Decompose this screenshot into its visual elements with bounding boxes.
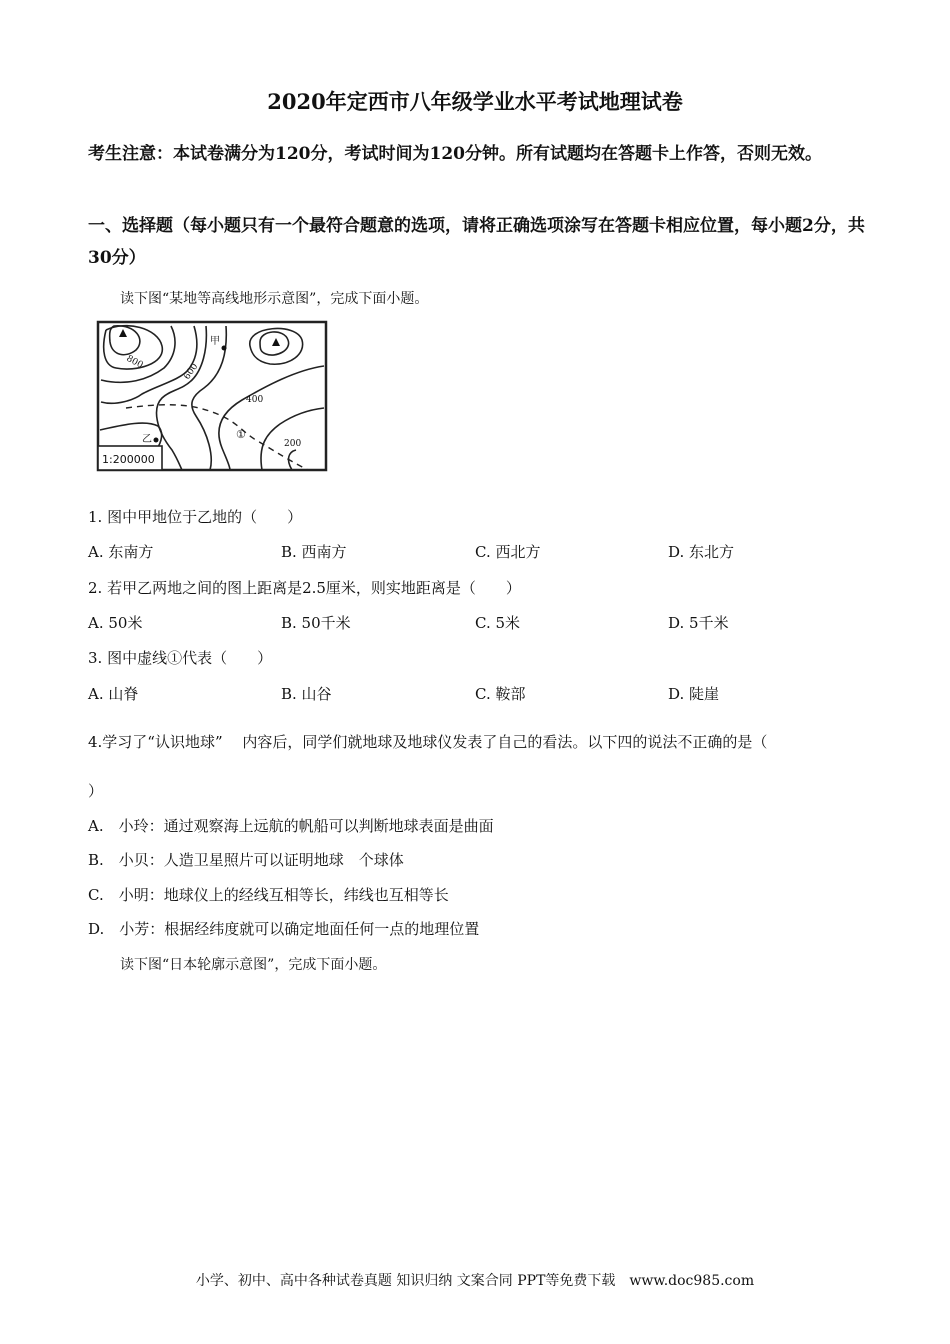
q4-option-a: A. 小玲：通过观察海上远航的帆船可以判断地球表面是曲面 [88,817,494,835]
map-scale: 1:200000 [102,453,155,466]
label-yi: 乙 [142,434,152,445]
question-4-stem-line2: ） [88,782,104,800]
intro-japan-map: 读下图“日本轮廓示意图”，完成下面小题。 [120,957,387,973]
q3-option-b: B. 山谷 [281,685,332,703]
label-one: ① [236,428,246,441]
point-jia-dot [222,346,227,351]
q2-option-c: C. 5米 [475,614,521,632]
contour-label-800: 800 [124,353,145,371]
contour-label-400: 400 [246,395,264,405]
q1-option-a: A. 东南方 [88,543,154,561]
intro-contour-map: 读下图“某地等高线地形示意图”，完成下面小题。 [120,291,429,307]
q1-option-b: B. 西南方 [281,543,347,561]
q1-option-c: C. 西北方 [475,543,541,561]
contour-label-600: 600 [182,361,201,382]
section-heading: 一、选择题（每小题只有一个最符合题意的选项，请将正确选项涂写在答题卡相应位置，每小题2分，共30分） [88,216,865,268]
q2-option-d: D. 5千米 [668,614,729,632]
label-jia: 甲 [210,336,220,347]
question-3-stem: 3. 图中虚线①代表（ ） [88,649,273,667]
q2-option-a: A. 50米 [88,614,143,632]
question-2-stem: 2. 若甲乙两地之间的图上距离是2.5厘米，则实地距离是（ ） [88,579,521,597]
page-title: 2020年定西市八年级学业水平考试地理试卷 [267,89,683,114]
q2-option-b: B. 50千米 [281,614,351,632]
q4-option-b: B. 小贝：人造卫星照片可以证明地球 个球体 [88,851,404,869]
question-4-stem-line1: 4.学习了“认识地球” 内容后，同学们就地球及地球仪发表了自己的看法。以下四的说法不正确的是（ [88,733,768,751]
q1-option-d: D. 东北方 [668,543,735,561]
contour-map [96,320,328,472]
point-yi-dot [154,438,159,443]
exam-notice: 考生注意：本试卷满分为120分，考试时间为120分钟。所有试题均在答题卡上作答，否则无效。 [88,144,822,164]
q4-option-c: C. 小明：地球仪上的经线互相等长，纬线也互相等长 [88,886,449,904]
q3-option-d: D. 陡崖 [668,685,720,703]
contour-label-200: 200 [284,439,302,449]
q3-option-c: C. 鞍部 [475,685,526,703]
q3-option-a: A. 山脊 [88,685,139,703]
question-1-stem: 1. 图中甲地位于乙地的（ ） [88,508,303,526]
page-footer: 小学、初中、高中各种试卷真题 知识归纳 文案合同 PPT等免费下载 www.doc985.com [195,1273,755,1289]
q4-option-d: D. 小芳：根据经纬度就可以确定地面任何一点的地理位置 [88,920,480,938]
